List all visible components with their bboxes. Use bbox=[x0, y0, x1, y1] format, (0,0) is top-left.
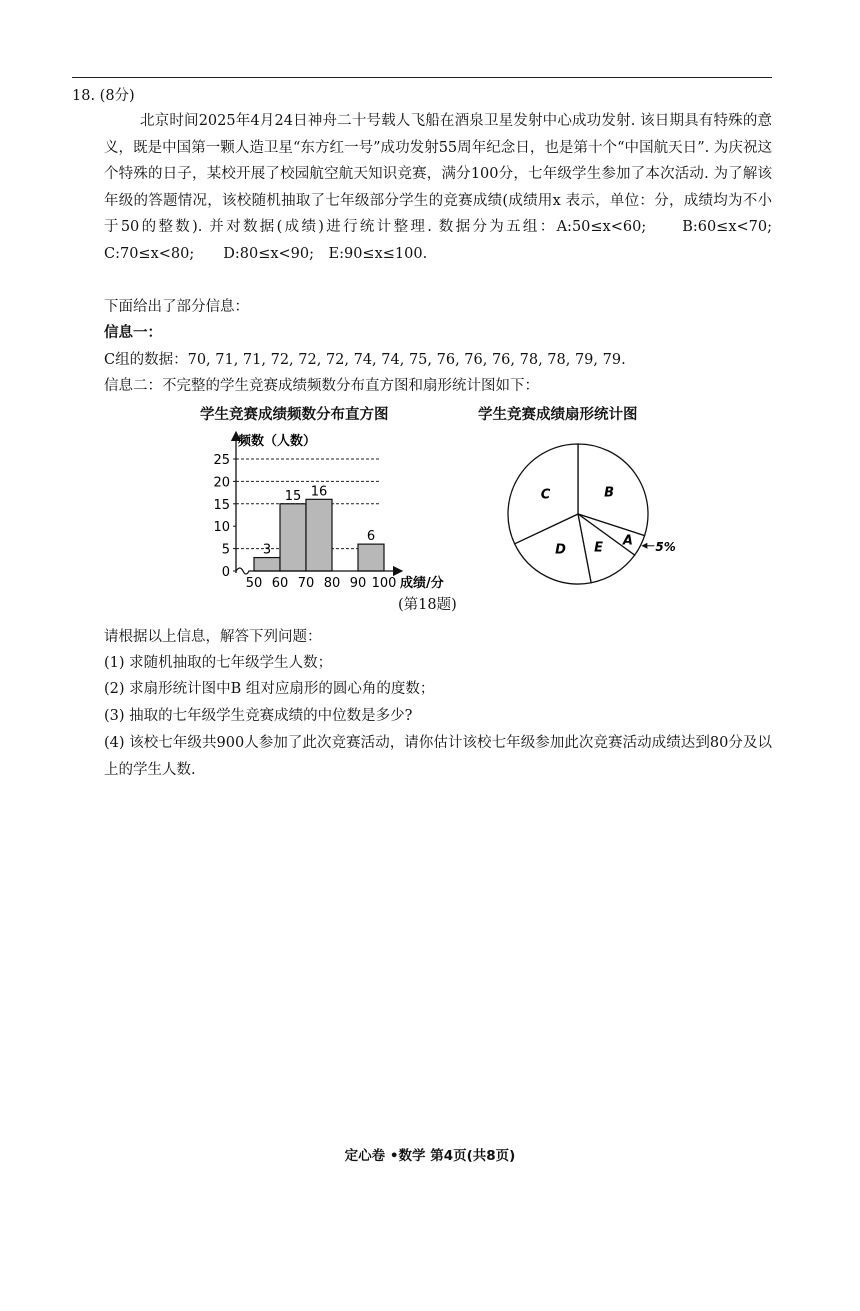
bar-value-label: 6 bbox=[366, 529, 376, 545]
x-tick-label: 80 bbox=[323, 576, 341, 591]
subquestion-2: (2) 求扇形统计图中B 组对应扇形的圆心角的度数； bbox=[104, 681, 435, 697]
subquestion-4: (4) 该校七年级共900人参加了此次竞赛活动，请你估计该校七年级参加此次竞赛活动成绩达到80分及以上的学生人数. bbox=[104, 735, 772, 778]
pie-title: 学生竞赛成绩扇形统计图 bbox=[478, 407, 638, 423]
pie-label-b: B bbox=[604, 485, 615, 501]
histogram-bar bbox=[306, 499, 332, 571]
question-number: 18. (8分) bbox=[72, 88, 135, 104]
x-tick-label: 90 bbox=[349, 576, 367, 591]
histogram-x-label: 成绩/分 bbox=[400, 576, 444, 591]
bar-value-label: 3 bbox=[262, 542, 272, 558]
info1-data: C组的数据：70, 71, 71, 72, 72, 72, 74, 74, 75, 76, 76, 76, 78, 78, 79, 79. bbox=[104, 352, 626, 368]
page-footer: 定心卷 •数学 第4页(共8页) bbox=[344, 1148, 516, 1164]
pie-annotation-arrow bbox=[641, 543, 647, 549]
question-paragraph: 北京时间2025年4月24日神舟二十号载人飞船在酒泉卫星发射中心成功发射. 该日期具有特殊的意义，既是中国第一颗人造卫星“东方红一号”成功发射55周年纪念日，也是第十个“中国航天日”. 为庆祝这个特殊的日子，某校开展了校园航空航天知识竞赛，满分100分，七年级学生参加了本次活动. 为了解该年级的答题情况，该校随机抽取了七年级部分学生的竞赛成绩(成绩用x 表示，单位：分，成绩均为不小于50的整数). 并对数据(成绩)进行统计整理. 数据分为五组：A:50≤x<60; B:60≤x<70; C:70≤x<80; D:80≤x<90; E:90≤x≤100. bbox=[104, 113, 801, 262]
top-rule bbox=[72, 77, 772, 78]
info1-title: 信息一： bbox=[104, 325, 162, 341]
pie-annotation-text: 5% bbox=[655, 539, 676, 554]
y-tick-label: 5 bbox=[221, 542, 230, 558]
x-tick-label: 70 bbox=[297, 576, 315, 591]
subquestion-3: (3) 抽取的七年级学生竞赛成绩的中位数是多少? bbox=[104, 708, 413, 724]
histogram-bar bbox=[280, 504, 306, 571]
histogram-y-label: 频数（人数） bbox=[238, 434, 317, 449]
x-tick-label: 60 bbox=[271, 576, 289, 591]
y-tick-label: 10 bbox=[213, 520, 230, 536]
bar-value-label: 16 bbox=[310, 484, 328, 500]
pie-label-e: E bbox=[594, 540, 604, 556]
bar-value-label: 15 bbox=[284, 488, 302, 504]
pie-label-a: A bbox=[622, 533, 633, 549]
y-tick-label: 20 bbox=[213, 475, 230, 491]
y-tick-label: 15 bbox=[213, 497, 230, 513]
x-tick-label: 100 bbox=[371, 576, 397, 591]
histogram-bar bbox=[358, 544, 384, 571]
histogram-title: 学生竞赛成绩频数分布直方图 bbox=[200, 407, 389, 423]
figure-caption: (第18题) bbox=[398, 597, 457, 613]
intro-text: 下面给出了部分信息： bbox=[104, 299, 249, 315]
prompt-text: 请根据以上信息，解答下列问题： bbox=[104, 629, 322, 645]
pie-label-d: D bbox=[555, 542, 566, 558]
histogram-bar bbox=[254, 558, 280, 571]
subquestion-1: (1) 求随机抽取的七年级学生人数； bbox=[104, 655, 333, 671]
x-tick-label: 50 bbox=[245, 576, 263, 591]
histogram-chart bbox=[200, 428, 460, 593]
y-tick-label: 0 bbox=[221, 565, 230, 580]
info2-text: 信息二：不完整的学生竞赛成绩频数分布直方图和扇形统计图如下： bbox=[104, 378, 539, 394]
pie-chart bbox=[500, 434, 700, 594]
y-tick-label: 25 bbox=[213, 453, 230, 468]
pie-label-c: C bbox=[540, 487, 551, 503]
